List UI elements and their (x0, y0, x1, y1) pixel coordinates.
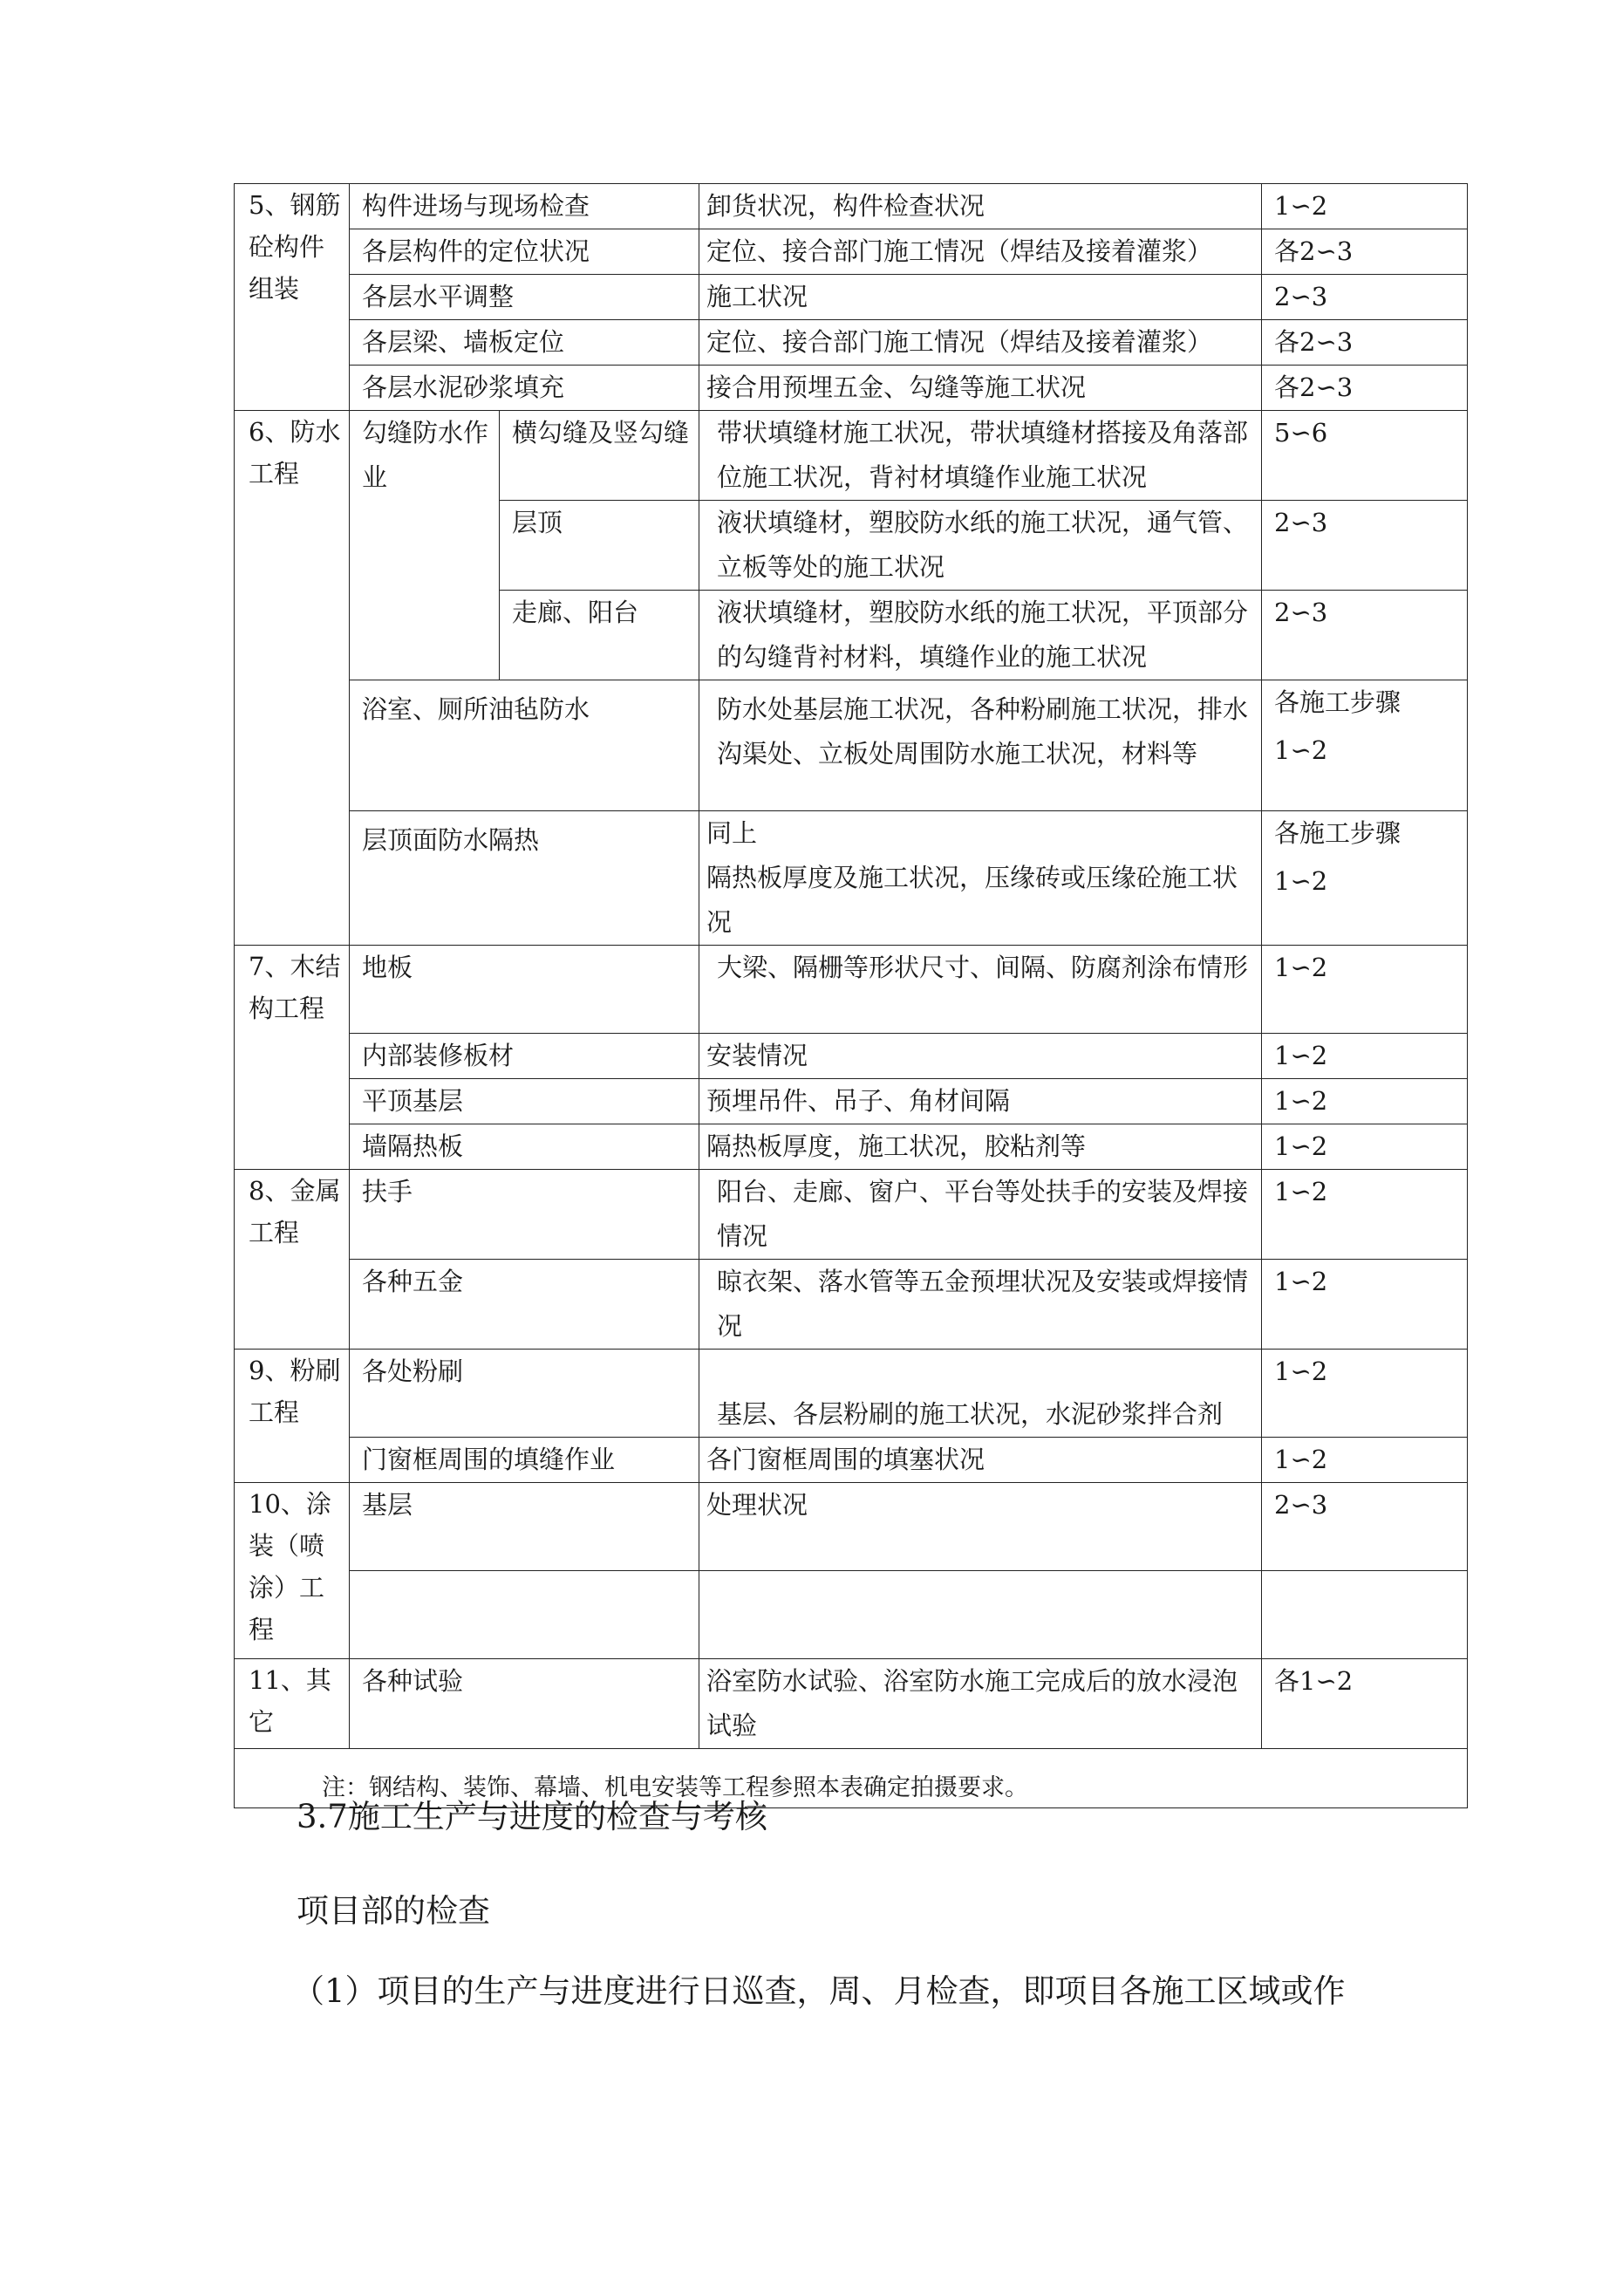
section-subtitle: 项目部的检查 (297, 1892, 490, 1930)
count-cell: 2∽3 (1262, 1483, 1468, 1571)
item-cell: 地板 (350, 946, 699, 1034)
table-row (235, 1034, 1468, 1079)
item-cell: 扶手 (350, 1170, 699, 1260)
count-cell: 各1∽2 (1262, 1659, 1468, 1749)
count-cell (1262, 680, 1468, 811)
category-cell: 6、防水工程 (235, 411, 350, 946)
detail-cell: 各门窗框周围的填塞状况 (699, 1438, 1262, 1483)
count-cell: 1∽2 (1262, 1350, 1468, 1438)
count-cell: 各2∽3 (1262, 320, 1468, 366)
item-cell: 各层梁、墙板定位 (350, 320, 699, 366)
detail-line: 隔热板厚度及施工状况，压缘砖或压缘砼施工状况 (706, 863, 1238, 937)
table-row (235, 1438, 1468, 1483)
table-row (235, 1124, 1468, 1170)
item-cell: 各处粉刷 (350, 1350, 699, 1438)
count-cell: 各2∽3 (1262, 229, 1468, 275)
count-label: 各施工步骤 (1274, 687, 1401, 717)
count-label: 各施工步骤 (1274, 818, 1401, 848)
item-cell: 层顶面防水隔热 (350, 811, 699, 946)
detail-cell: 晾衣架、落水管等五金预埋状况及安装或焊接情况 (699, 1260, 1262, 1350)
detail-cell: 浴室防水试验、浴室防水施工完成后的放水浸泡试验 (699, 1659, 1262, 1749)
table-row (235, 320, 1468, 366)
table-row (235, 1350, 1468, 1438)
detail-cell: 大梁、隔栅等形状尺寸、间隔、防腐剂涂布情形 (699, 946, 1262, 1034)
photo-requirement-table (234, 183, 1468, 1808)
item-cell: 各层构件的定位状况 (350, 229, 699, 275)
item-cell: 浴室、厕所油毡防水 (350, 680, 699, 811)
detail-cell: 卸货状况，构件检查状况 (699, 184, 1262, 229)
item-cell: 各层水泥砂浆填充 (350, 366, 699, 411)
count-cell: 1∽2 (1262, 1124, 1468, 1170)
table-row (235, 1571, 1468, 1659)
detail-cell: 安装情况 (699, 1034, 1262, 1079)
category-cell: 9、粉刷工程 (235, 1350, 350, 1483)
sub-item-cell: 横勾缝及竖勾缝 (500, 411, 699, 501)
item-cell: 墙隔热板 (350, 1124, 699, 1170)
table-row (235, 946, 1468, 1034)
empty-cell (1262, 1571, 1468, 1659)
table-row (235, 1659, 1468, 1749)
count-cell: 1∽2 (1262, 1260, 1468, 1350)
table-row (235, 184, 1468, 229)
detail-cell: 定位、接合部门施工情况（焊结及接着灌浆） (699, 320, 1262, 366)
detail-cell: 处理状况 (699, 1483, 1262, 1571)
count-cell (1262, 811, 1468, 946)
detail-cell: 液状填缝材，塑胶防水纸的施工状况，通气管、立板等处的施工状况 (699, 501, 1262, 591)
item-cell: 内部装修板材 (350, 1034, 699, 1079)
detail-cell: 带状填缝材施工状况，带状填缝材搭接及角落部位施工状况，背衬材填缝作业施工状况 (699, 411, 1262, 501)
category-cell: 11、其它 (235, 1659, 350, 1749)
empty-cell (699, 1571, 1262, 1659)
table-row (235, 1260, 1468, 1350)
table-row (235, 275, 1468, 320)
table-row (235, 680, 1468, 811)
category-cell: 5、钢筋砼构件组装 (235, 184, 350, 411)
count-cell: 各2∽3 (1262, 366, 1468, 411)
detail-cell: 施工状况 (699, 275, 1262, 320)
detail-cell (699, 811, 1262, 946)
detail-cell: 阳台、走廊、窗户、平台等处扶手的安装及焊接情况 (699, 1170, 1262, 1260)
count-cell: 2∽3 (1262, 501, 1468, 591)
item-cell: 勾缝防水作业 (350, 411, 500, 680)
detail-cell: 预埋吊件、吊子、角材间隔 (699, 1079, 1262, 1124)
category-cell: 8、金属工程 (235, 1170, 350, 1350)
detail-cell: 隔热板厚度，施工状况，胶粘剂等 (699, 1124, 1262, 1170)
item-cell: 基层 (350, 1483, 699, 1571)
count-value: 1∽2 (1274, 866, 1328, 896)
table-row (235, 1079, 1468, 1124)
detail-cell: 定位、接合部门施工情况（焊结及接着灌浆） (699, 229, 1262, 275)
detail-cell: 基层、各层粉刷的施工状况，水泥砂浆拌合剂 (699, 1350, 1262, 1438)
section-paragraph: （1）项目的生产与进度进行日巡查，周、月检查，即项目各施工区域或作 (292, 1972, 1346, 2010)
item-cell: 各种试验 (350, 1659, 699, 1749)
empty-cell (350, 1571, 699, 1659)
item-cell: 门窗框周围的填缝作业 (350, 1438, 699, 1483)
count-cell: 1∽2 (1262, 1034, 1468, 1079)
item-cell: 构件进场与现场检查 (350, 184, 699, 229)
table-note: 注：钢结构、装饰、幕墙、机电安装等工程参照本表确定拍摄要求。 (235, 1749, 1468, 1808)
detail-cell: 接合用预埋五金、勾缝等施工状况 (699, 366, 1262, 411)
count-value: 1∽2 (1274, 735, 1328, 765)
table-row (235, 366, 1468, 411)
table-row (235, 1170, 1468, 1260)
detail-line: 同上 (706, 818, 758, 848)
table-row (235, 229, 1468, 275)
item-cell: 各种五金 (350, 1260, 699, 1350)
detail-cell: 液状填缝材，塑胶防水纸的施工状况，平顶部分的勾缝背衬材料，填缝作业的施工状况 (699, 591, 1262, 680)
table-row (235, 811, 1468, 946)
table-row (235, 411, 1468, 501)
table-row (235, 1483, 1468, 1571)
count-cell: 1∽2 (1262, 184, 1468, 229)
count-cell: 2∽3 (1262, 275, 1468, 320)
count-cell: 1∽2 (1262, 1079, 1468, 1124)
item-cell: 各层水平调整 (350, 275, 699, 320)
count-cell: 2∽3 (1262, 591, 1468, 680)
count-cell: 1∽2 (1262, 946, 1468, 1034)
category-cell: 7、木结构工程 (235, 946, 350, 1170)
section-title: 3.7施工生产与进度的检查与考核 (297, 1798, 767, 1835)
sub-item-cell: 走廊、阳台 (500, 591, 699, 680)
count-cell: 5∽6 (1262, 411, 1468, 501)
category-cell: 10、涂装（喷涂）工程 (235, 1483, 350, 1659)
item-cell: 平顶基层 (350, 1079, 699, 1124)
count-cell: 1∽2 (1262, 1438, 1468, 1483)
count-cell: 1∽2 (1262, 1170, 1468, 1260)
sub-item-cell: 层顶 (500, 501, 699, 591)
detail-cell: 防水处基层施工状况，各种粉刷施工状况，排水沟渠处、立板处周围防水施工状况，材料等 (699, 680, 1262, 811)
